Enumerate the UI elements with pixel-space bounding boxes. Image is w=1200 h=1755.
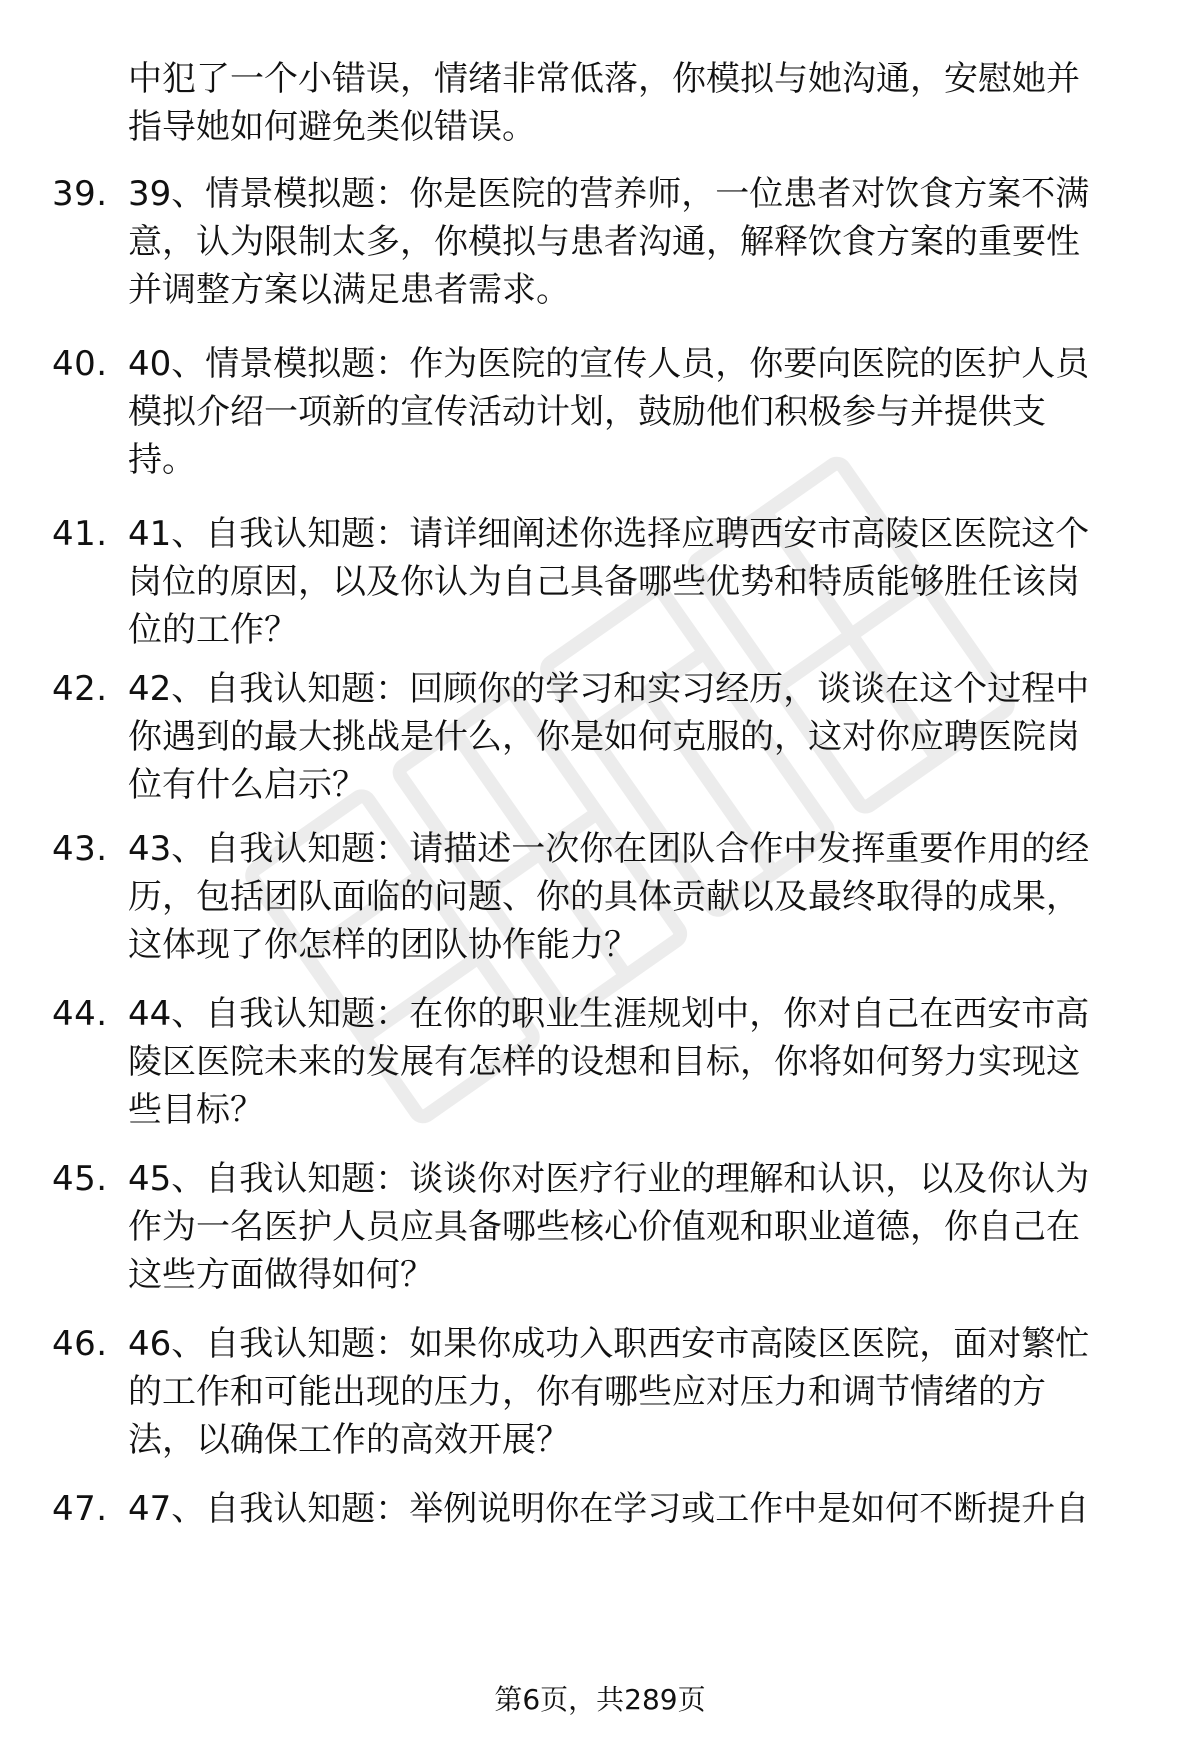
question-number: 45. — [52, 1159, 108, 1199]
text-line: 39、情景模拟题：你是医院的营养师，一位患者对饮食方案不满 — [128, 174, 1090, 214]
page-footer: 第6页，共289页 — [494, 1683, 706, 1716]
text-line: 位有什么启示？ — [128, 765, 366, 805]
text-line: 的工作和可能出现的压力，你有哪些应对压力和调节情绪的方 — [128, 1372, 1046, 1412]
question-text — [128, 510, 1152, 654]
question-text — [128, 1155, 1152, 1299]
text-line: 意，认为限制太多，你模拟与患者沟通，解释饮食方案的重要性 — [128, 222, 1080, 262]
question-number: 44. — [52, 994, 108, 1034]
text-line: 44、自我认知题：在你的职业生涯规划中，你对自己在西安市高 — [128, 994, 1090, 1034]
text-line: 陵区医院未来的发展有怎样的设想和目标，你将如何努力实现这 — [128, 1042, 1080, 1082]
text-line: 43、自我认知题：请描述一次你在团队合作中发挥重要作用的经 — [128, 829, 1090, 869]
question-number: 42. — [52, 669, 108, 709]
text-line: 位的工作？ — [128, 610, 298, 650]
text-line: 并调整方案以满足患者需求。 — [128, 270, 570, 310]
text-line: 些目标？ — [128, 1090, 264, 1130]
question-text — [128, 825, 1152, 969]
text-line: 42、自我认知题：回顾你的学习和实习经历，谈谈在这个过程中 — [128, 669, 1090, 709]
question-number: 41. — [52, 514, 108, 554]
text-line: 41、自我认知题：请详细阐述你选择应聘西安市高陵区医院这个 — [128, 514, 1090, 554]
text-line: 中犯了一个小错误，情绪非常低落，你模拟与她沟通，安慰她并 — [128, 59, 1080, 99]
text-line: 法，以确保工作的高效开展？ — [128, 1420, 570, 1460]
text-line: 持。 — [128, 440, 196, 480]
question-text — [128, 170, 1152, 314]
question-text — [128, 1485, 1152, 1533]
question-text — [128, 1320, 1152, 1464]
question-text — [128, 665, 1152, 809]
text-line: 你遇到的最大挑战是什么，你是如何克服的，这对你应聘医院岗 — [128, 717, 1080, 757]
text-line: 历，包括团队面临的问题、你的具体贡献以及最终取得的成果， — [128, 877, 1080, 917]
text-line: 46、自我认知题：如果你成功入职西安市高陵区医院，面对繁忙 — [128, 1324, 1090, 1364]
question-number: 40. — [52, 344, 108, 384]
text-line: 47、自我认知题：举例说明你在学习或工作中是如何不断提升自 — [128, 1489, 1090, 1529]
text-line: 岗位的原因，以及你认为自己具备哪些优势和特质能够胜任该岗 — [128, 562, 1080, 602]
question-number: 43. — [52, 829, 108, 869]
text-line: 40、情景模拟题：作为医院的宣传人员，你要向医院的医护人员 — [128, 344, 1090, 384]
text-line: 模拟介绍一项新的宣传活动计划，鼓励他们积极参与并提供支 — [128, 392, 1046, 432]
question-number: 47. — [52, 1489, 108, 1529]
question-text — [128, 990, 1152, 1134]
question-number: 46. — [52, 1324, 108, 1364]
text-line: 这体现了你怎样的团队协作能力？ — [128, 925, 638, 965]
text-line: 作为一名医护人员应具备哪些核心价值观和职业道德，你自己在 — [128, 1207, 1080, 1247]
text-line: 这些方面做得如何？ — [128, 1255, 434, 1295]
question-number: 39. — [52, 174, 108, 214]
text-line: 45、自我认知题：谈谈你对医疗行业的理解和认识，以及你认为 — [128, 1159, 1090, 1199]
question-text — [128, 340, 1152, 484]
text-line: 指导她如何避免类似错误。 — [128, 107, 536, 147]
